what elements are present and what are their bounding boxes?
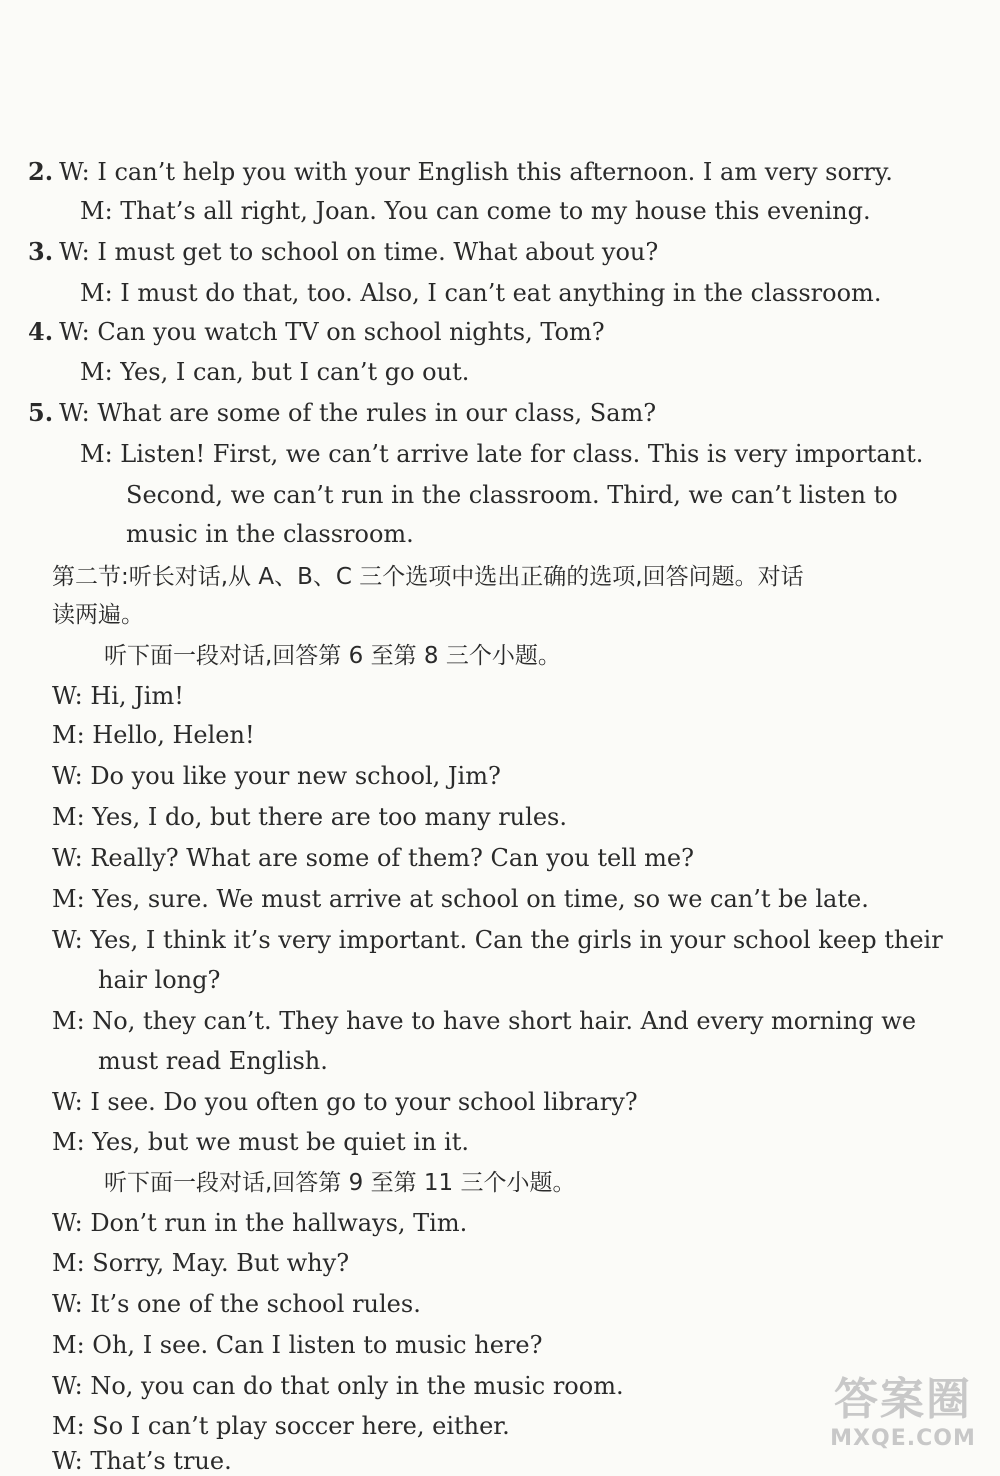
dialog-line: 5. W: What are some of the rules in our class, Sam? [28, 398, 657, 427]
dialog-continuation: Second, we can’t run in the classroom. Third, we can’t listen to [126, 481, 898, 509]
conversation-continuation: must read English. [98, 1047, 328, 1075]
conversation-line: W: Hi, Jim! [52, 682, 184, 710]
conversation-line: W: Really? What are some of them? Can you tell me? [52, 844, 695, 872]
conversation-line: M: Sorry, May. But why? [52, 1249, 350, 1277]
conversation-line: M: Oh, I see. Can I listen to music here? [52, 1331, 543, 1359]
dialog-continuation: music in the classroom. [126, 520, 414, 548]
conversation-line: M: Yes, I do, but there are too many rules. [52, 803, 567, 831]
dialog-line: M: Yes, I can, but I can’t go out. [80, 358, 470, 386]
dialog-line: M: Listen! First, we can’t arrive late for class. This is very important. [80, 440, 924, 468]
watermark-logo: 答案圈 [834, 1374, 972, 1425]
conversation-line: W: It’s one of the school rules. [52, 1290, 421, 1318]
dialog-line: M: I must do that, too. Also, I can’t eat anything in the classroom. [80, 279, 882, 307]
conversation-line: M: Yes, sure. We must arrive at school on time, so we can’t be late. [52, 885, 869, 913]
dialog-line: 3. W: I must get to school on time. What about you? [28, 237, 659, 266]
dialog-line: M: That’s all right, Joan. You can come to my house this evening. [80, 197, 871, 225]
conversation-line: W: Do you like your new school, Jim? [52, 762, 501, 790]
conversation-intro: 听下面一段对话,回答第 6 至第 8 三个小题。 [104, 643, 561, 669]
section-instruction-cont: 读两遍。 [52, 602, 144, 628]
dialog-line: 2. W: I can’t help you with your English this afternoon. I am very sorry. [28, 157, 893, 186]
watermark [818, 1375, 988, 1465]
section-instruction: 第二节:听长对话,从 A、B、C 三个选项中选出正确的选项,回答问题。对话 [52, 564, 804, 590]
conversation-line: W: Don’t run in the hallways, Tim. [52, 1209, 468, 1237]
conversation-line: M: Yes, but we must be quiet in it. [52, 1128, 469, 1156]
conversation-line: M: So I can’t play soccer here, either. [52, 1412, 510, 1440]
conversation-line: W: That’s true. [52, 1447, 232, 1475]
watermark-url: MXQE.COM [830, 1426, 976, 1451]
conversation-line: W: I see. Do you often go to your school library? [52, 1088, 638, 1116]
conversation-intro: 听下面一段对话,回答第 9 至第 11 三个小题。 [104, 1170, 576, 1196]
conversation-line: M: No, they can’t. They have to have short hair. And every morning we [52, 1007, 917, 1035]
conversation-line: W: Yes, I think it’s very important. Can the girls in your school keep their [52, 926, 943, 954]
dialog-line: 4. W: Can you watch TV on school nights, Tom? [28, 317, 605, 346]
conversation-line: M: Hello, Helen! [52, 721, 255, 749]
conversation-continuation: hair long? [98, 966, 221, 994]
conversation-line: W: No, you can do that only in the music room. [52, 1372, 624, 1400]
